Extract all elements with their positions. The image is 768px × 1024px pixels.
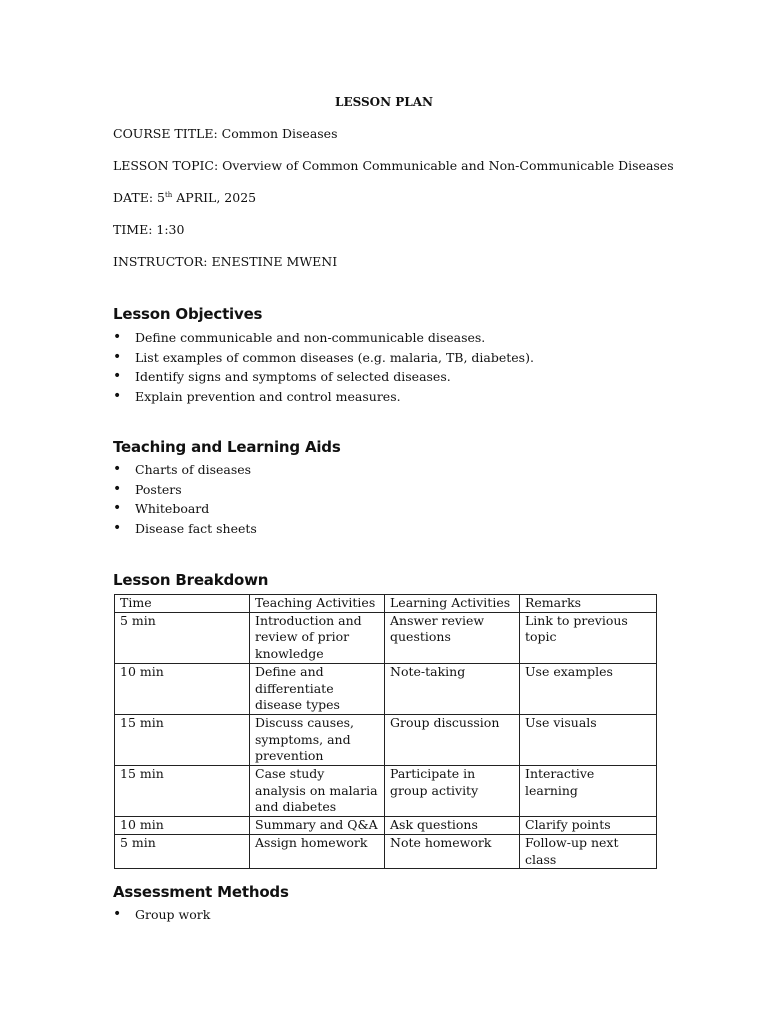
objectives-list [113,329,534,407]
aids-list [113,461,257,539]
table-cell: 10 min [115,817,250,835]
list-item: • Define communicable and non-communicable diseases. [113,329,534,349]
table-cell: Discuss causes, symptoms, and prevention [250,714,385,765]
lesson-date [113,190,256,205]
table-cell: Assign homework [250,834,385,868]
list-item: • Disease fact sheets [113,520,257,540]
date-prefix: DATE: 5 [113,190,165,205]
date-suffix: APRIL, 2025 [172,190,257,205]
list-item: • List examples of common diseases (e.g. malaria, TB, diabetes). [113,349,534,369]
lesson-topic: LESSON TOPIC: Overview of Common Communicable and Non-Communicable Diseases [113,158,674,173]
date-superscript: th [164,190,173,199]
table-cell: 5 min [115,834,250,868]
table-cell: Use visuals [520,714,657,765]
header-cell-remarks: Remarks [520,595,657,613]
table-cell: Summary and Q&A [250,817,385,835]
header-cell-time: Time [115,595,250,613]
list-item: • Group work [113,906,210,926]
table-cell: Note-taking [385,663,520,714]
table-row [115,714,657,765]
table-row [115,663,657,714]
table-row [115,766,657,817]
header-cell-learning: Learning Activities [385,595,520,613]
table-header-row [115,595,657,613]
list-item: • Whiteboard [113,500,257,520]
list-item: • Charts of diseases [113,461,257,481]
assessment-heading: Assessment Methods [113,883,289,901]
document-title: LESSON PLAN [335,95,433,109]
table-cell: Group discussion [385,714,520,765]
table-row [115,817,657,835]
table-cell: 5 min [115,612,250,663]
lesson-breakdown-table [114,594,657,869]
table-cell: Clarify points [520,817,657,835]
objectives-heading: Lesson Objectives [113,305,263,323]
assessment-list [113,906,210,926]
list-item: • Identify signs and symptoms of selected diseases. [113,368,534,388]
table-cell: Link to previous topic [520,612,657,663]
course-title: COURSE TITLE: Common Diseases [113,126,338,141]
list-item: • Posters [113,481,257,501]
table-row [115,834,657,868]
table-cell: 10 min [115,663,250,714]
table-row [115,612,657,663]
table-cell: Case study analysis on malaria and diabetes [250,766,385,817]
table-cell: 15 min [115,714,250,765]
lesson-time: TIME: 1:30 [113,222,185,237]
table-cell: 15 min [115,766,250,817]
table-cell: Introduction and review of prior knowledge [250,612,385,663]
table-cell: Note homework [385,834,520,868]
list-item: • Explain prevention and control measures. [113,388,534,408]
breakdown-heading: Lesson Breakdown [113,571,269,589]
table-cell: Participate in group activity [385,766,520,817]
table-cell: Answer review questions [385,612,520,663]
instructor: INSTRUCTOR: ENESTINE MWENI [113,254,338,269]
table-cell: Interactive learning [520,766,657,817]
header-cell-teaching: Teaching Activities [250,595,385,613]
aids-heading: Teaching and Learning Aids [113,438,341,456]
table-cell: Use examples [520,663,657,714]
table-cell: Follow-up next class [520,834,657,868]
table-cell: Ask questions [385,817,520,835]
table-cell: Define and differentiate disease types [250,663,385,714]
